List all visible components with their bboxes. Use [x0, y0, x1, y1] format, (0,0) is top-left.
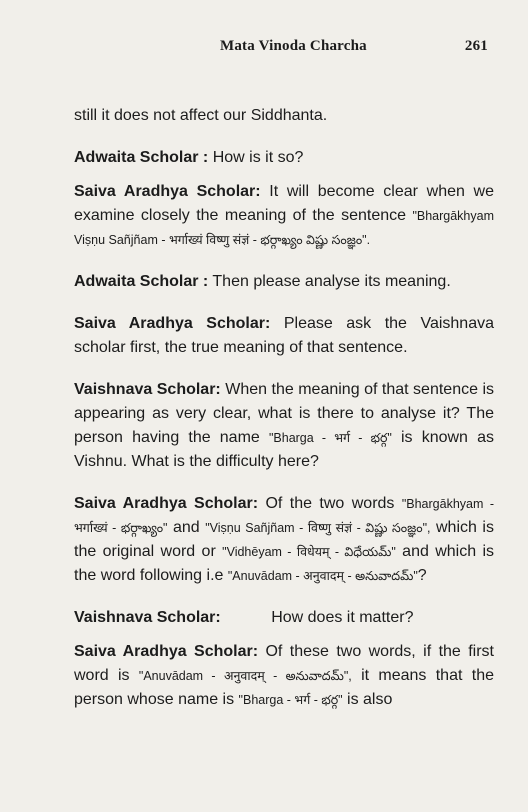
quoted-term: "Bharga - भर्ग - భర్గ": [238, 693, 343, 707]
paragraph-text: still it does not affect our Siddhanta.: [74, 107, 328, 124]
running-title: Mata Vinoda Charcha: [220, 38, 367, 54]
quoted-term: "Vidhēyam - विधेयम् - విధేయమ్": [222, 545, 396, 559]
speaker-label: Vaishnava Scholar:: [74, 381, 221, 398]
dialogue-line: [74, 180, 494, 252]
dialogue-line: [74, 640, 494, 712]
speaker-label: Adwaita Scholar :: [74, 149, 209, 166]
dialogue-line: [74, 492, 494, 588]
page-number: 261: [464, 38, 488, 54]
speaker-label: Vaishnava Scholar:: [74, 609, 221, 626]
dialogue-line: [74, 606, 494, 630]
paragraph: [74, 104, 494, 128]
dialogue-text: Of the two words: [265, 495, 395, 512]
dialogue-text: It will become clear when we examine closely the meaning of the sentence: [74, 183, 494, 224]
dialogue-line: [74, 270, 494, 294]
dialogue-text: is also: [347, 691, 393, 708]
page-body: [74, 104, 494, 712]
speaker-label: Adwaita Scholar :: [74, 273, 209, 290]
dialogue-text: ?: [417, 567, 427, 584]
dialogue-text: is known as Vishnu. What is the difficulty here?: [74, 429, 494, 470]
dialogue-line: [74, 146, 494, 170]
quoted-term: "Bhargākhyam Viṣṇu Sañjñam - भर्गाख्यं विष्णु संज्ञं - భర్గాఖ్యం విష్ణు సంజ్ఞం".: [74, 209, 494, 247]
quoted-term: "Anuvādam - अनुवादम् - అనువాదమ్",: [138, 669, 352, 683]
dialogue-text: it means that the person whose name is: [74, 667, 494, 708]
dialogue-text: When the meaning of that sentence is appearing as very clear, what is there to analyse it? The person having the name: [74, 381, 495, 446]
dialogue-line: [74, 312, 494, 360]
dialogue-text: Please ask the Vaishnava scholar first, the true meaning of that sentence.: [74, 315, 495, 356]
quoted-term: "Bharga - भर्ग - భర్గ": [268, 431, 392, 445]
speaker-label: Saiva Aradhya Scholar:: [74, 183, 261, 200]
running-header: [220, 38, 488, 55]
dialogue-text: Then please analyse its meaning.: [212, 273, 451, 290]
quoted-term: "Anuvādam - अनुवादम् - అనువాదమ్": [227, 569, 418, 583]
dialogue-text: which is the original word or: [74, 519, 494, 560]
dialogue-text: How is it so?: [212, 149, 304, 166]
quoted-term: "Viṣṇu Sañjñam - विष्णु संज्ञं - విష్ణు సంజ్ఞం",: [205, 521, 431, 535]
speaker-label: Saiva Aradhya Scholar:: [74, 643, 259, 660]
dialogue-line: [74, 378, 494, 474]
speaker-label: Saiva Aradhya Scholar:: [74, 495, 259, 512]
dialogue-text: and which is the word following i.e: [74, 543, 495, 584]
speaker-label: Saiva Aradhya Scholar:: [74, 315, 271, 332]
dialogue-text: How does it matter?: [271, 609, 414, 626]
quoted-term: "Bhargākhyam - भर्गाख्यं - భర్గాఖ్యం": [74, 497, 494, 535]
dialogue-text: and: [173, 519, 200, 536]
dialogue-text: Of these two words, if the first word is: [74, 643, 494, 684]
